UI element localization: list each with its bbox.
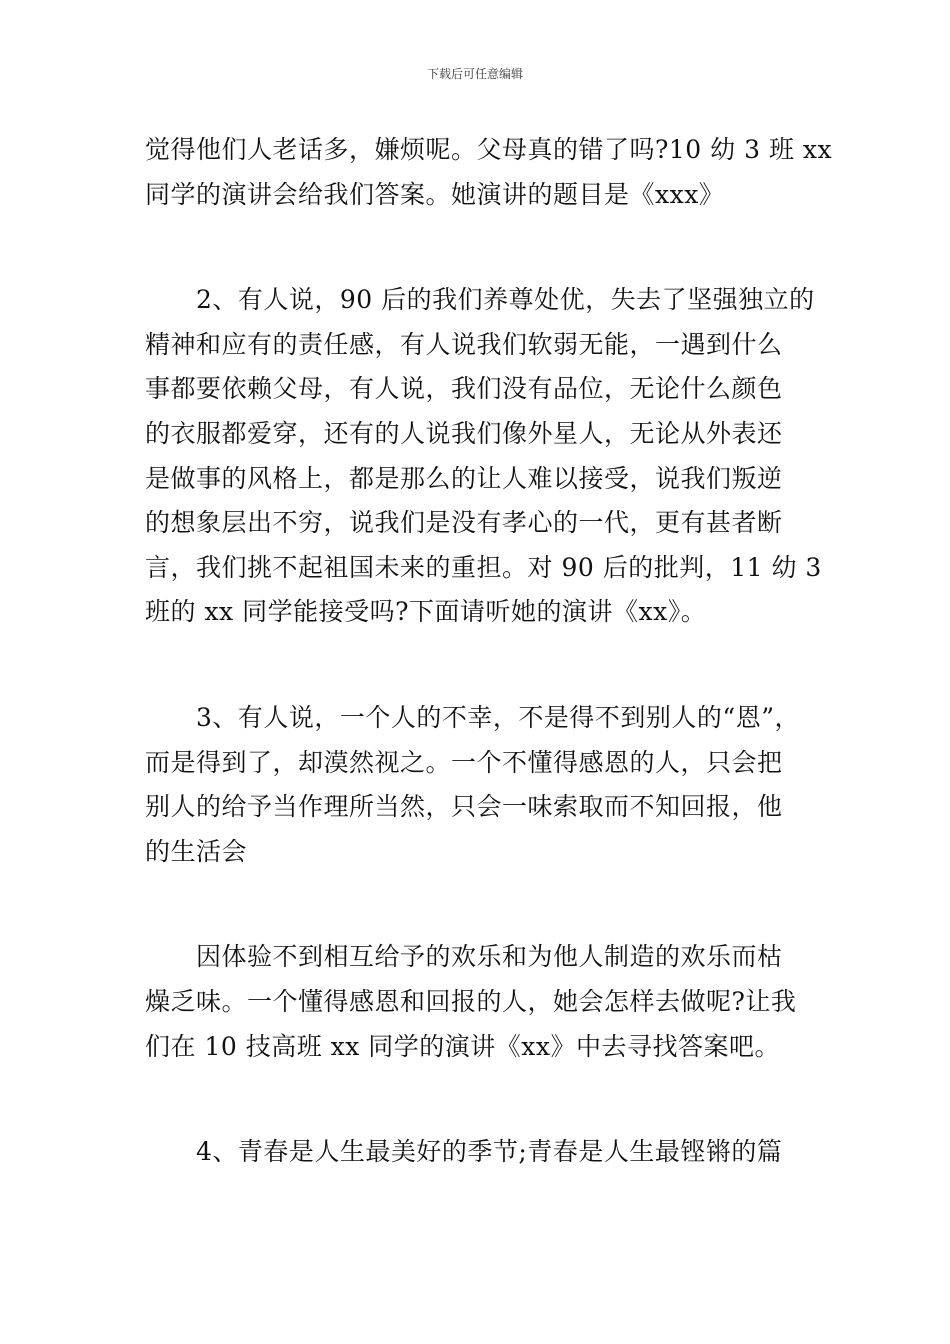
text-line: 因体验不到相互给予的欢乐和为他人制造的欢乐而枯 [145, 942, 783, 972]
paragraph-2 [145, 278, 822, 635]
document-body [145, 128, 833, 1175]
text-line: 而是得到了，却漠然视之。一个不懂得感恩的人，只会把 [145, 747, 783, 777]
text-line: 2、有人说，90 后的我们养尊处优，失去了坚强独立的 [145, 285, 815, 315]
text-line: 别人的给予当作理所当然，只会一味索取而不知回报，他 [145, 792, 783, 822]
text-line: 的生活会 [145, 836, 248, 866]
text-line: 4、青春是人生最美好的季节;青春是人生最铿锵的篇 [145, 1137, 783, 1167]
page-header: 下载后可任意编辑 [426, 67, 523, 81]
paragraph-3 [145, 696, 815, 874]
text-line: 们在 10 技高班 xx 同学的演讲《xx》中去寻找答案吧。 [145, 1031, 780, 1061]
text-line: 是做事的风格上，都是那么的让人难以接受，说我们叛逆 [145, 463, 783, 493]
text-line: 言，我们挑不起祖国未来的重担。对 90 后的批判，11 幼 3 [145, 552, 822, 582]
text-line: 燥乏味。一个懂得感恩和回报的人，她会怎样去做呢?让我 [145, 986, 797, 1016]
paragraph-5 [145, 1130, 815, 1175]
text-line: 事都要依赖父母，有人说，我们没有品位，无论什么颜色 [145, 374, 783, 404]
text-line: 3、有人说，一个人的不幸，不是得不到别人的“恩”， [145, 702, 800, 732]
text-line: 的想象层出不穷，说我们是没有孝心的一代，更有甚者断 [145, 508, 783, 538]
text-line: 的衣服都爱穿，还有的人说我们像外星人，无论从外表还 [145, 418, 783, 448]
paragraph-1 [145, 128, 833, 217]
text-line: 班的 xx 同学能接受吗?下面请听她的演讲《xx》。 [145, 597, 707, 627]
text-line: 觉得他们人老话多，嫌烦呢。父母真的错了吗?10 幼 3 班 xx [145, 135, 833, 164]
text-line: 精神和应有的责任感，有人说我们软弱无能，一遇到什么 [145, 329, 783, 359]
text-line: 同学的演讲会给我们答案。她演讲的题目是《xxx》 [145, 179, 725, 209]
paragraph-4 [145, 935, 815, 1069]
